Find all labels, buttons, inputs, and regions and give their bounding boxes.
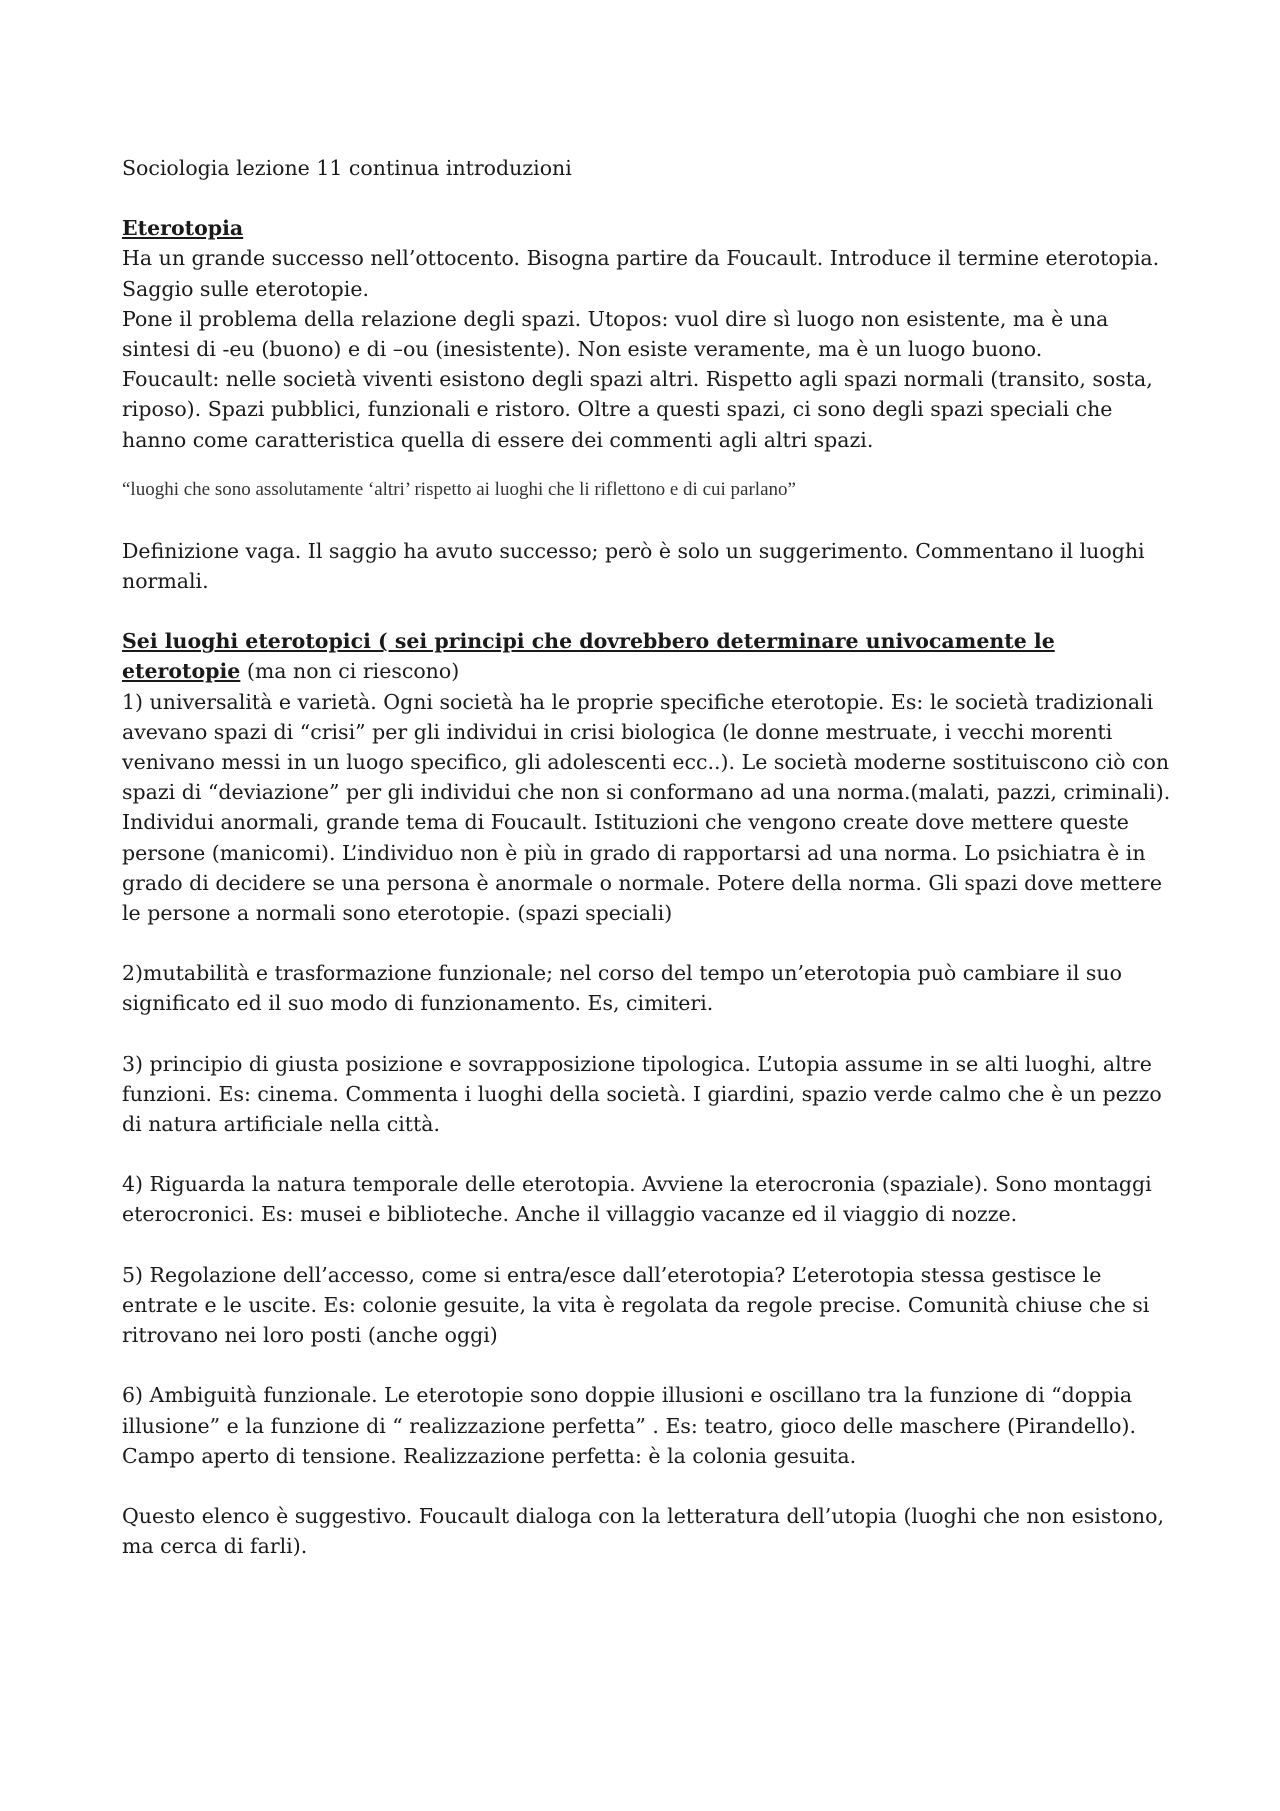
paragraph: Ha un grande successo nell’ottocento. Bisogna partire da Foucault. Introduce il termine eterotopia. Saggio sulle eterotopie.: [122, 246, 1160, 301]
spacer: [122, 455, 1172, 477]
spacer: [122, 1230, 1172, 1260]
spacer: [122, 1350, 1172, 1380]
spacer: [122, 1139, 1172, 1169]
list-item-4: 4) Riguarda la natura temporale delle eterotopia. Avviene la eterocronia (spaziale). Sono montaggi eterocronici. Es: musei e biblioteche. Anche il villaggio vacanze ed il viaggio di nozze.: [122, 1172, 1152, 1227]
foucault-quote: “luoghi che sono assolutamente ‘altri’ rispetto ai luoghi che li riflettono e di cui parlano”: [122, 478, 796, 500]
spacer: [122, 596, 1172, 626]
list-item-6: 6) Ambiguità funzionale. Le eterotopie sono doppie illusioni e oscillano tra la funzione di “doppia illusione” e la funzione di “ realizzazione perfetta” . Es: teatro, gioco delle maschere (Pirandello). Campo aperto di tensione. Realizzazione perfetta: è la colonia gesuita.: [122, 1383, 1136, 1468]
paragraph: Foucault: nelle società viventi esistono degli spazi altri. Rispetto agli spazi normali (transito, sosta, riposo). Spazi pubblici, funzionali e ristoro. Oltre a questi spazi, ci sono degli spazi speciali che hanno come caratteristica quella di essere dei commenti agli altri spazi.: [122, 367, 1153, 452]
paragraph: Pone il problema della relazione degli spazi. Utopos: vuol dire sì luogo non esistente, ma è una sintesi di -eu (buono) e di –ou (inesistente). Non esiste veramente, ma è un luogo buono.: [122, 306, 1109, 362]
spacer: [122, 183, 1172, 213]
spacer: [122, 928, 1172, 958]
list-item-3: 3) principio di giusta posizione e sovrapposizione tipologica. L’utopia assume in se alti luoghi, altre funzioni. Es: cinema. Commenta i luoghi della società. I giardini, spazio verde calmo che è un pezzo di natura artificiale nella città.: [122, 1051, 1162, 1137]
list-item-1: 1) universalità e varietà. Ogni società ha le proprie specifiche eterotopie. Es: le società tradizionali avevano spazi di “crisi” per gli individui in crisi biologica (le donne mestruate, i vecchi morenti venivano messi in un luogo specifico, gli adolescenti ecc..). Le società moderne sostituiscono ciò con spazi di “deviazione” per gli individui che non si conformano ad una norma.(malati, pazzi, criminali). Individui anormali, grande tema di Foucault. Istituzioni che vengono create dove mettere queste persone (manicomi). L’individuo non è più in grado di rapportarsi ad una norma. Lo psichiatra è in grado di decidere se una persona è anormale o normale. Potere della norma. Gli spazi dove mettere le persone a normali sono eterotopie. (spazi speciali): [122, 689, 1171, 926]
closing-paragraph: Questo elenco è suggestivo. Foucault dialoga con la letteratura dell’utopia (luoghi che non esistono, ma cerca di farli).: [122, 1503, 1164, 1559]
list-item-2: 2)mutabilità e trasformazione funzionale; nel corso del tempo un’eterotopia può cambiare il suo significato ed il suo modo di funzionamento. Es, cimiteri.: [122, 961, 1122, 1016]
spacer: [122, 503, 1172, 536]
spacer: [122, 1471, 1172, 1501]
document-page: [122, 153, 1172, 1561]
document-title: Sociologia lezione 11 continua introduzioni: [122, 156, 572, 180]
section-heading-aside: (ma non ci riescono): [240, 659, 460, 684]
paragraph: Definizione vaga. Il saggio ha avuto successo; però è solo un suggerimento. Commentano il luoghi normali.: [122, 538, 1145, 594]
section-heading-sei-luoghi: [122, 626, 1172, 686]
section-heading-eterotopia: Eterotopia: [122, 216, 244, 241]
spacer: [122, 1019, 1172, 1049]
section-heading-text: Sei luoghi eterotopici ( sei principi che dovrebbero determinare univocamente le eterotopie: [122, 629, 1055, 684]
list-item-5: 5) Regolazione dell’accesso, come si entra/esce dall’eterotopia? L’eterotopia stessa gestisce le entrate e le uscite. Es: colonie gesuite, la vita è regolata da regole precise. Comunità chiuse che si ritrovano nei loro posti (anche oggi): [122, 1262, 1150, 1348]
